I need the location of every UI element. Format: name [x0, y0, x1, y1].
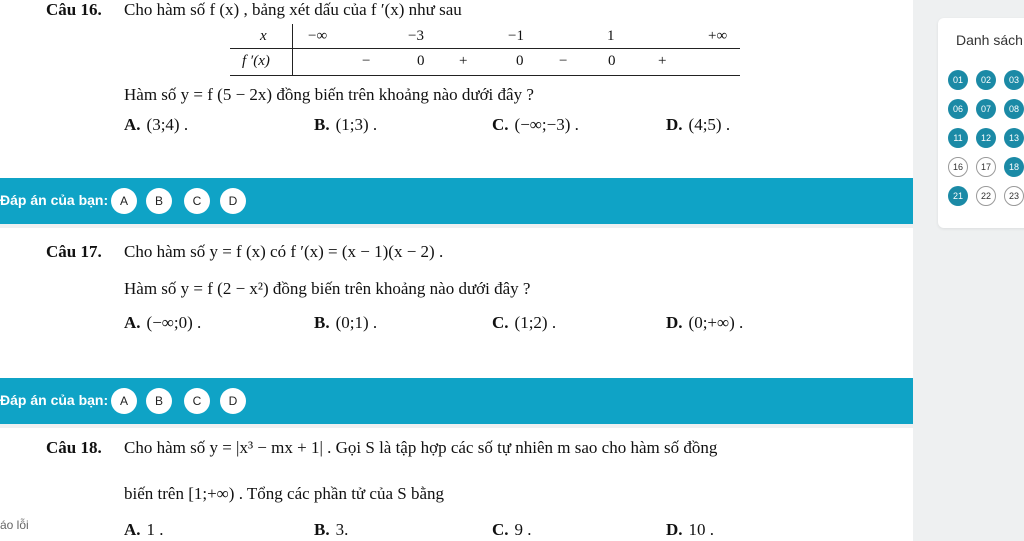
option-letter: C.: [492, 115, 509, 134]
sign-table-x-label: x: [260, 28, 267, 44]
answer-choice-d[interactable]: D: [220, 388, 246, 414]
question-17-number: Câu 17.: [46, 242, 102, 261]
q17-option-b: [314, 313, 377, 333]
question-badge[interactable]: 03: [1004, 70, 1024, 90]
option-text: (1;3) .: [335, 115, 378, 134]
question-badge[interactable]: 16: [948, 157, 968, 177]
option-text: (3;4) .: [146, 115, 189, 134]
sign-table-fp-label: f ′(x): [242, 53, 270, 69]
option-text: (1;2) .: [514, 313, 557, 332]
question-17-intro: Cho hàm số y = f (x) có f ′(x) = (x − 1)(x − 2) .: [124, 242, 444, 261]
option-letter: A.: [124, 115, 141, 134]
sign-table-row-divider: [230, 48, 740, 49]
question-17-text: Hàm số y = f (2 − x²) đồng biến trên khoảng nào dưới đây ?: [124, 279, 531, 298]
question-badge[interactable]: 08: [1004, 99, 1024, 119]
option-letter: C.: [492, 313, 509, 332]
question-16-number: Câu 16.: [46, 0, 102, 19]
option-letter: B.: [314, 115, 330, 134]
sign-table-sign: +: [658, 53, 667, 69]
question-badge[interactable]: 13: [1004, 128, 1024, 148]
sign-table-zero: 0: [516, 53, 524, 69]
answer-choice-d[interactable]: D: [220, 188, 246, 214]
sign-table: [230, 24, 740, 76]
question-badge[interactable]: 02: [976, 70, 996, 90]
report-error-link[interactable]: áo lỗi: [0, 518, 29, 532]
sign-table-zero: 0: [608, 53, 616, 69]
answer-bar-16: [0, 178, 913, 224]
question-badge[interactable]: 11: [948, 128, 968, 148]
option-text: (0;1) .: [335, 313, 378, 332]
option-letter: D.: [666, 313, 683, 332]
q16-option-d: [666, 115, 730, 135]
sign-table-x-value: 1: [607, 28, 615, 44]
panel-title: Danh sách: [956, 32, 1023, 48]
question-badge[interactable]: 06: [948, 99, 968, 119]
q17-option-c: [492, 313, 556, 333]
question-badge[interactable]: 01: [948, 70, 968, 90]
answer-choice-b[interactable]: B: [146, 388, 172, 414]
q17-option-a: [124, 313, 201, 333]
question-16-text: Hàm số y = f (5 − 2x) đồng biến trên khoảng nào dưới đây ?: [124, 85, 534, 104]
question-badge[interactable]: 12: [976, 128, 996, 148]
sign-table-bottom-line: [230, 75, 740, 76]
answer-choice-a[interactable]: A: [111, 188, 137, 214]
q16-option-b: [314, 115, 377, 135]
sign-table-x-value: −1: [508, 28, 524, 44]
option-text: (0;+∞) .: [688, 313, 744, 332]
sign-table-x-value: −∞: [308, 28, 328, 44]
question-16-intro: Cho hàm số f (x) , bảng xét dấu của f ′(x) như sau: [124, 0, 462, 19]
question-18-intro: Cho hàm số y = |x³ − mx + 1| . Gọi S là tập hợp các số tự nhiên m sao cho hàm số đồng: [124, 438, 718, 457]
sign-table-sign: +: [459, 53, 468, 69]
option-letter: D.: [666, 520, 683, 539]
question-17-card: [0, 228, 913, 378]
answer-choice-c[interactable]: C: [184, 388, 210, 414]
answer-choice-c[interactable]: C: [184, 188, 210, 214]
sign-table-zero: 0: [417, 53, 425, 69]
option-letter: A.: [124, 520, 141, 539]
answer-choice-a[interactable]: A: [111, 388, 137, 414]
sign-table-sign: −: [559, 53, 568, 69]
option-letter: D.: [666, 115, 683, 134]
option-text: 9 .: [514, 520, 532, 539]
answer-bar-label: Đáp án của bạn:: [0, 392, 109, 408]
q16-option-c: [492, 115, 579, 135]
question-badge[interactable]: 17: [976, 157, 996, 177]
question-badge[interactable]: 07: [976, 99, 996, 119]
question-badge[interactable]: 21: [948, 186, 968, 206]
q16-option-a: [124, 115, 188, 135]
question-list-panel: [938, 18, 1024, 228]
option-text: 1 .: [146, 520, 164, 539]
question-badge[interactable]: 22: [976, 186, 996, 206]
sign-table-sign: −: [362, 53, 371, 69]
q18-option-c: [492, 520, 532, 540]
q18-option-a: [124, 520, 164, 540]
question-badge[interactable]: 18: [1004, 157, 1024, 177]
sign-table-x-value: −3: [408, 28, 424, 44]
question-16-card: [0, 0, 913, 178]
option-text: (−∞;0) .: [146, 313, 202, 332]
option-text: 3.: [335, 520, 349, 539]
q17-option-d: [666, 313, 743, 333]
sign-table-x-value: +∞: [708, 28, 728, 44]
sign-table-column-divider: [292, 24, 293, 76]
question-18-card: [0, 428, 913, 541]
answer-bar-17: [0, 378, 913, 424]
option-text: (4;5) .: [688, 115, 731, 134]
option-text: (−∞;−3) .: [514, 115, 579, 134]
question-badge[interactable]: 23: [1004, 186, 1024, 206]
option-text: 10 .: [688, 520, 715, 539]
answer-choice-b[interactable]: B: [146, 188, 172, 214]
answer-bar-label: Đáp án của bạn:: [0, 192, 109, 208]
q18-option-d: [666, 520, 714, 540]
option-letter: A.: [124, 313, 141, 332]
option-letter: B.: [314, 313, 330, 332]
option-letter: C.: [492, 520, 509, 539]
option-letter: B.: [314, 520, 330, 539]
question-18-intro-continued: biến trên [1;+∞) . Tổng các phần tử của S bằng: [124, 484, 444, 503]
q18-option-b: [314, 520, 348, 540]
question-18-number: Câu 18.: [46, 438, 102, 457]
